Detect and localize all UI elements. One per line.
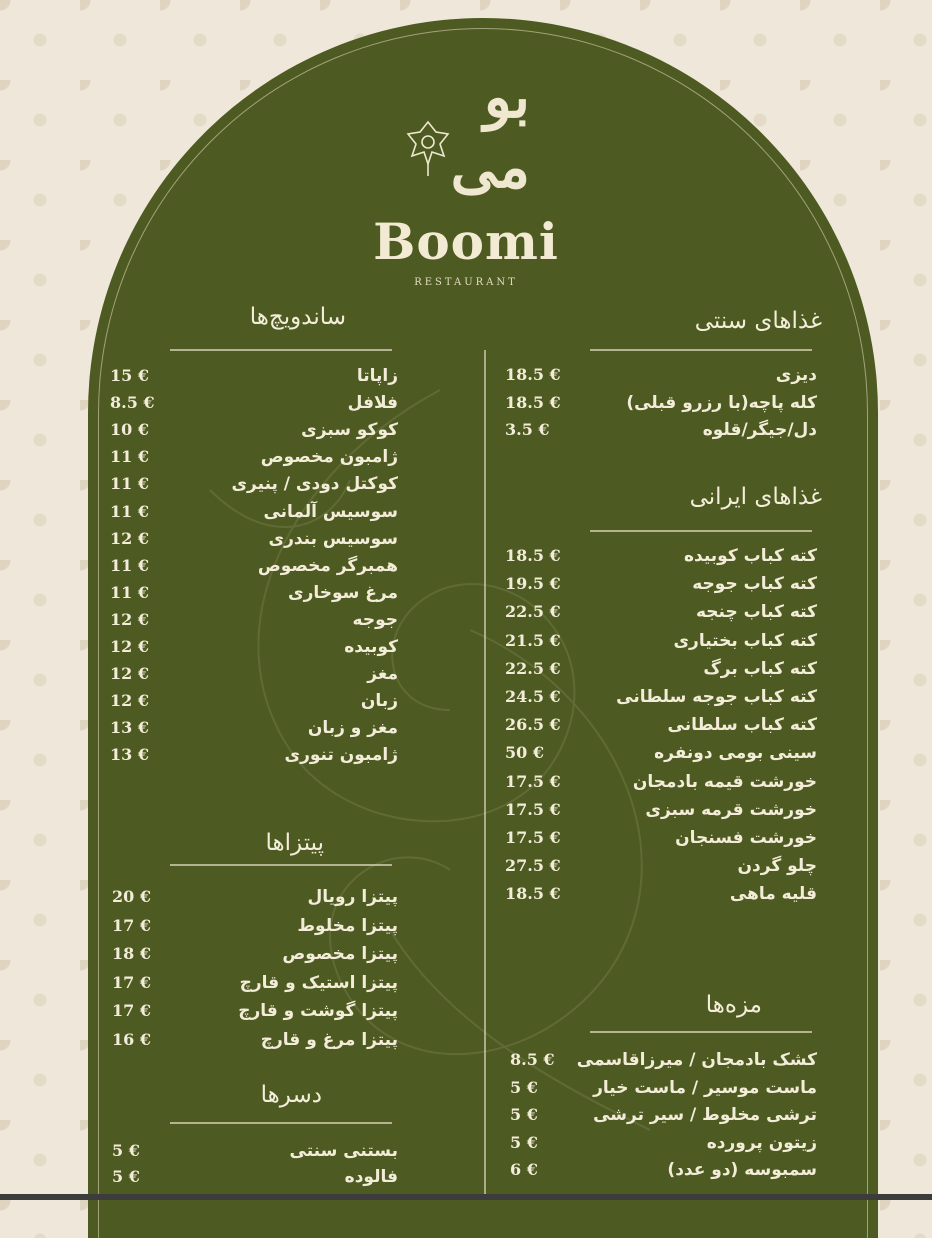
- menu-item-price: 12 €: [110, 609, 149, 629]
- menu-item: [505, 659, 817, 683]
- menu-item-name: جوجه: [352, 609, 398, 630]
- menu-item-name: خورشت قیمه بادمجان: [632, 771, 817, 792]
- menu-item-name: سوسیس آلمانی: [263, 501, 398, 522]
- menu-item: [505, 884, 817, 908]
- menu-item-name: مرغ سوخاری: [287, 582, 398, 603]
- menu-item-price: 50 €: [505, 743, 544, 763]
- section-title-appetizers: مزه‌ها: [705, 992, 762, 1018]
- section-title-pizzas: پیتزاها: [265, 830, 324, 856]
- menu-item: [110, 556, 398, 580]
- menu-item-price: 11 €: [110, 555, 149, 575]
- menu-item-price: 3.5 €: [505, 420, 550, 439]
- section-line-iranian: [590, 530, 812, 532]
- menu-item: [505, 772, 817, 796]
- menu-item-name: همبرگر مخصوص: [257, 555, 398, 576]
- menu-item-price: 5 €: [510, 1132, 538, 1152]
- menu-item-price: 11 €: [110, 582, 149, 602]
- menu-item: [110, 637, 398, 661]
- menu-item-name: خورشت فسنجان: [675, 828, 817, 848]
- menu-item-name: بستنی سنتی: [289, 1141, 398, 1161]
- section-line-sandwiches: [170, 349, 392, 351]
- column-divider: [484, 350, 486, 1200]
- menu-item-name: پیتزا استیک و قارچ: [239, 972, 398, 993]
- menu-item: [110, 474, 398, 498]
- menu-item: [510, 1133, 817, 1157]
- section-title-sandwiches: ساندویچ‌ها: [249, 304, 346, 330]
- menu-item-name: پیتزا مخصوص: [282, 944, 398, 964]
- menu-item-price: 16 €: [112, 1029, 151, 1049]
- menu-item: [112, 944, 398, 968]
- menu-item-name: ژامبون مخصوص: [260, 447, 398, 468]
- menu-item-price: 11 €: [110, 447, 149, 467]
- menu-item: [110, 691, 398, 715]
- menu-item: [505, 546, 817, 570]
- menu-item: [110, 745, 398, 769]
- menu-item: [110, 366, 398, 390]
- menu-item: [110, 502, 398, 526]
- menu-item-price: 12 €: [110, 637, 149, 656]
- menu-item-name: کته کباب جوجه: [692, 574, 817, 595]
- menu-item-price: 5 €: [112, 1167, 140, 1186]
- menu-item: [505, 631, 817, 655]
- menu-item-name: پیتزا رویال: [307, 887, 398, 907]
- menu-item-price: 21.5 €: [505, 630, 561, 650]
- menu-item: [510, 1105, 817, 1129]
- menu-item-price: 12 €: [110, 664, 149, 684]
- menu-item: [110, 610, 398, 634]
- section-line-appetizers: [590, 1031, 812, 1033]
- section-line-traditional: [590, 349, 812, 351]
- menu-item: [110, 718, 398, 742]
- menu-item: [505, 420, 817, 444]
- menu-item: [112, 973, 398, 997]
- section-title-desserts: دسرها: [260, 1082, 322, 1108]
- menu-item: [110, 664, 398, 688]
- menu-item-name: دل/جیگر/قلوه: [702, 420, 817, 440]
- menu-item: [505, 687, 817, 711]
- menu-item-name: قلیه ماهی: [729, 884, 817, 905]
- menu-item: [110, 420, 398, 444]
- menu-item-price: 17 €: [112, 1001, 151, 1020]
- logo-farsi-line1: بو: [483, 63, 530, 131]
- menu-item: [510, 1078, 817, 1102]
- menu-item-price: 10 €: [110, 420, 149, 440]
- menu-item-price: 17 €: [112, 972, 151, 992]
- menu-item-price: 17.5 €: [505, 828, 561, 847]
- menu-item-price: 12 €: [110, 691, 149, 711]
- menu-item: [505, 828, 817, 852]
- menu-item: [110, 529, 398, 553]
- menu-item: [505, 800, 817, 824]
- menu-item: [505, 574, 817, 598]
- menu-item-name: سینی بومی دونفره: [654, 743, 817, 764]
- menu-item: [505, 743, 817, 767]
- menu-item-price: 18.5 €: [505, 884, 561, 904]
- menu-item: [505, 393, 817, 417]
- menu-item-price: 17 €: [112, 915, 151, 935]
- menu-item-price: 24.5 €: [505, 687, 561, 706]
- menu-item-name: پیتزا مخلوط: [297, 915, 398, 936]
- menu-item-name: پیتزا گوشت و قارچ: [238, 1001, 398, 1021]
- menu-item: [505, 602, 817, 626]
- menu-item: [112, 1167, 398, 1191]
- menu-item: [505, 715, 817, 739]
- menu-item-name: مغز: [367, 664, 398, 685]
- menu-item-name: کته کباب کوبیده: [684, 546, 817, 566]
- menu-item-name: خورشت قرمه سبزی: [645, 799, 817, 820]
- menu-item-price: 8.5 €: [510, 1050, 555, 1069]
- menu-item-name: کته کباب برگ: [703, 658, 817, 679]
- menu-item-name: کوکو سبزی: [301, 420, 398, 441]
- menu-item-price: 18.5 €: [505, 392, 561, 412]
- section-line-desserts: [170, 1122, 392, 1124]
- menu-item: [110, 447, 398, 471]
- menu-item-name: دیزی: [775, 365, 817, 385]
- menu-item-price: 15 €: [110, 366, 149, 385]
- menu-item-price: 8.5 €: [110, 393, 155, 413]
- menu-item-name: کته کباب چنجه: [695, 602, 817, 623]
- section-title-iranian: غذاهای ایرانی: [689, 484, 822, 510]
- menu-item-name: پیتزا مرغ و قارچ: [260, 1029, 398, 1050]
- menu-item-name: کشک بادمجان / میرزاقاسمی: [576, 1050, 817, 1070]
- menu-item-name: سوسیس بندری: [268, 528, 398, 549]
- menu-item-price: 18 €: [112, 944, 151, 963]
- menu-item-price: 18.5 €: [505, 546, 561, 565]
- menu-item-name: کته کباب سلطانی: [667, 715, 817, 736]
- menu-item: [112, 1141, 398, 1165]
- menu-item-price: 5 €: [112, 1141, 140, 1160]
- menu-item-name: کله پاچه(با رزرو قبلی): [626, 392, 817, 413]
- menu-item-price: 5 €: [510, 1105, 538, 1124]
- menu-item-price: 12 €: [110, 528, 149, 548]
- menu-item-price: 22.5 €: [505, 658, 561, 678]
- menu-item-name: کته کباب جوجه سلطانی: [616, 687, 817, 707]
- logo-name: Boomi: [373, 212, 559, 271]
- menu-item-price: 17.5 €: [505, 771, 561, 791]
- menu-item-price: 26.5 €: [505, 715, 561, 735]
- menu-item-name: فلافل: [347, 393, 398, 414]
- logo-subtitle: RESTAURANT: [414, 277, 518, 288]
- menu-item-name: زیتون پرورده: [706, 1132, 817, 1153]
- menu-item-price: 13 €: [110, 718, 149, 738]
- section-title-traditional: غذاهای سنتی: [694, 308, 822, 334]
- menu-item-name: مغز و زبان: [307, 718, 398, 739]
- menu-item: [510, 1050, 817, 1074]
- menu-item-name: ژامبون تنوری: [284, 745, 398, 766]
- menu-item: [505, 856, 817, 880]
- menu-item-name: ماست موسیر / ماست خیار: [593, 1077, 817, 1098]
- menu-item-price: 19.5 €: [505, 574, 561, 594]
- menu-item-name: زبان: [360, 691, 398, 712]
- menu-item-price: 22.5 €: [505, 602, 561, 622]
- section-line-pizzas: [170, 864, 392, 866]
- menu-item-price: 13 €: [110, 745, 149, 765]
- menu-item-name: فالوده: [344, 1167, 398, 1187]
- menu-item-price: 17.5 €: [505, 799, 561, 819]
- menu-item: [110, 393, 398, 417]
- menu-item: [505, 365, 817, 389]
- menu-item-price: 18.5 €: [505, 365, 561, 384]
- menu-item-price: 20 €: [112, 887, 151, 906]
- menu-item: [110, 583, 398, 607]
- menu-item-price: 11 €: [110, 474, 149, 494]
- menu-item-price: 5 €: [510, 1077, 538, 1097]
- menu-item-name: ترشی مخلوط / سیر ترشی: [593, 1105, 817, 1125]
- menu-item-name: کوبیده: [344, 637, 398, 657]
- bottom-bar: [0, 1194, 932, 1200]
- menu-item-price: 27.5 €: [505, 856, 561, 876]
- menu-item-name: کته کباب بختیاری: [673, 630, 817, 651]
- menu-item-price: 11 €: [110, 501, 149, 521]
- menu-item-name: کوکتل دودی / پنیری: [231, 474, 398, 495]
- menu-item: [112, 1001, 398, 1025]
- logo-ornament-icon: [404, 118, 452, 178]
- menu-item-name: چلو گردن: [737, 856, 817, 877]
- menu-item: [510, 1160, 817, 1184]
- menu-item-name: سمبوسه (دو عدد): [667, 1160, 817, 1180]
- menu-item-price: 6 €: [510, 1160, 538, 1179]
- menu-item: [112, 1030, 398, 1054]
- menu-item: [112, 916, 398, 940]
- menu-item: [112, 887, 398, 911]
- menu-item-name: زاپاتا: [356, 366, 398, 386]
- logo-farsi-line2: می: [450, 133, 530, 201]
